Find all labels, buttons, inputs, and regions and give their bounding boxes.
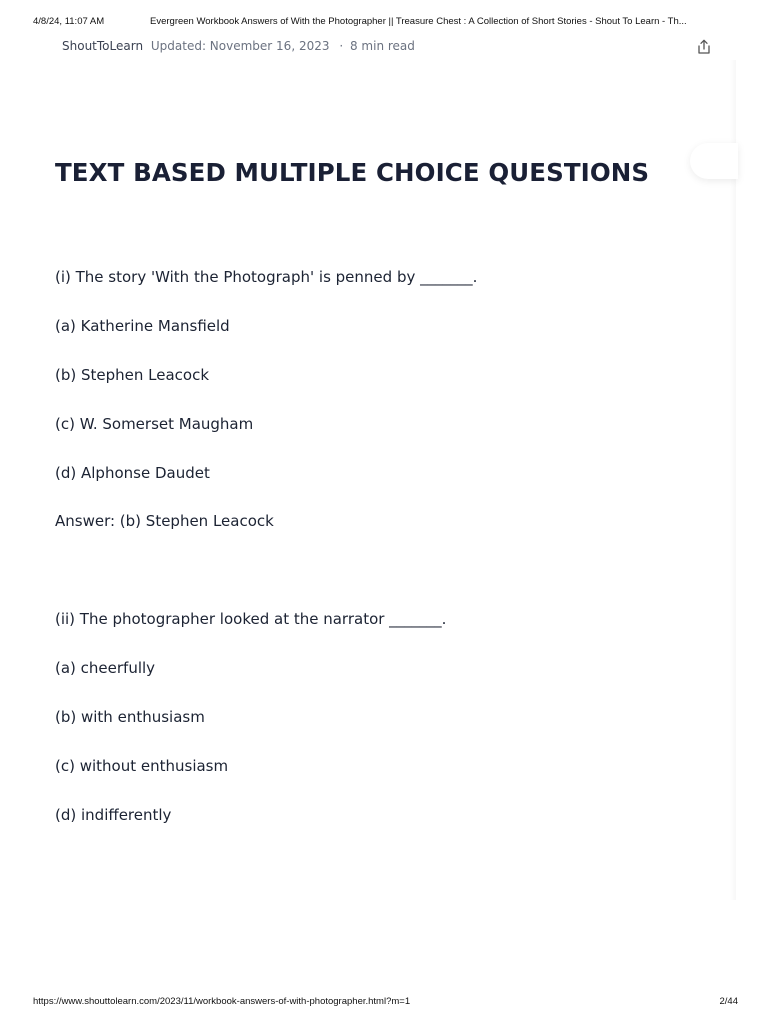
page-number: 2/44 (719, 996, 738, 1007)
print-document-title: Evergreen Workbook Answers of With the Photographer || Treasure Chest : A Collection of Short Stories - Shout To Learn - Th... (150, 16, 687, 27)
question-2-option-c: (c) without enthusiasm (55, 757, 229, 775)
question-2-option-a: (a) cheerfully (55, 659, 156, 677)
updated-date: Updated: November 16, 2023 (150, 39, 330, 53)
floating-side-tab[interactable] (690, 143, 738, 179)
question-1-option-d: (d) Alphonse Daudet (55, 464, 210, 482)
share-icon[interactable] (695, 38, 713, 56)
page-edge-shadow (730, 60, 736, 900)
question-1-option-a: (a) Katherine Mansfield (55, 317, 230, 335)
read-time: 8 min read (349, 39, 415, 53)
section-heading: TEXT BASED MULTIPLE CHOICE QUESTIONS (55, 158, 650, 187)
question-2-option-b: (b) with enthusiasm (55, 708, 205, 726)
question-1-option-b: (b) Stephen Leacock (55, 366, 210, 384)
print-url: https://www.shouttolearn.com/2023/11/workbook-answers-of-with-photographer.html?m=1 (33, 996, 411, 1007)
question-2: (ii) The photographer looked at the narrator _______. (55, 610, 447, 628)
article-meta-bar (62, 39, 415, 53)
author-link[interactable]: ShoutToLearn (62, 39, 144, 53)
question-1-option-c: (c) W. Somerset Maugham (55, 415, 254, 433)
question-2-option-d: (d) indifferently (55, 806, 172, 824)
question-1-answer: Answer: (b) Stephen Leacock (55, 512, 274, 530)
question-1: (i) The story 'With the Photograph' is penned by _______. (55, 268, 478, 286)
meta-separator: · (339, 39, 344, 53)
print-datetime: 4/8/24, 11:07 AM (33, 16, 105, 27)
